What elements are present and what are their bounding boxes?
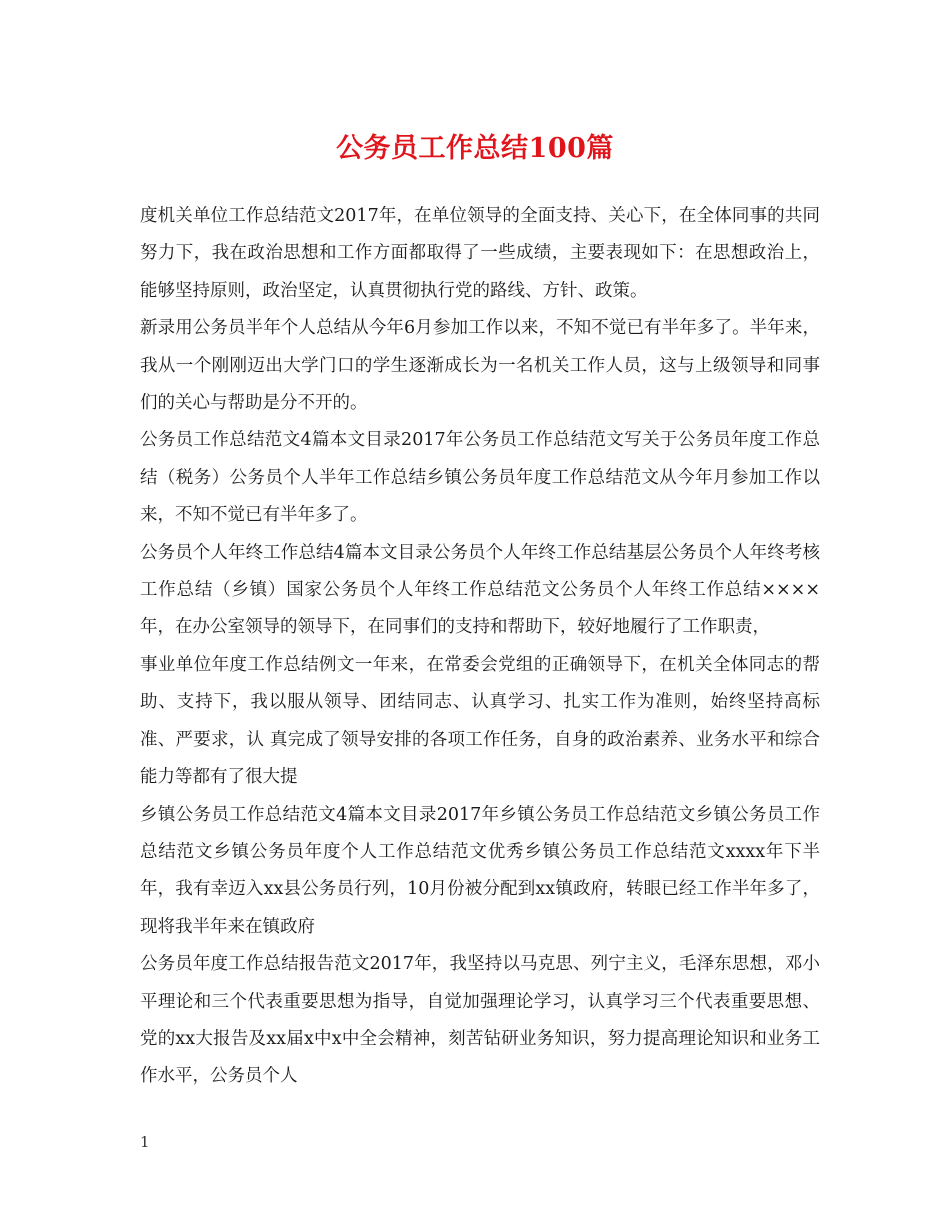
paragraph-1: 度机关单位工作总结范文2017年，在单位领导的全面支持、关心下，在全体同事的共同努力下，我在政治思想和工作方面都取得了一些成绩，主要表现如下：在思想政治上，能够坚持原则，政治坚定，认真贯彻执行党的路线、方针、政策。 (140, 206, 820, 301)
paragraph-6: 乡镇公务员工作总结范文4篇本文目录2017年乡镇公务员工作总结范文乡镇公务员工作总结范文乡镇公务员年度个人工作总结范文优秀乡镇公务员工作总结范文xxxx年下半年，我有幸迈入xx县公务员行列，10月份被分配到xx镇政府，转眼已经工作半年多了，现将我半年来在镇政府 (140, 804, 820, 937)
paragraph-4: 公务员个人年终工作总结4篇本文目录公务员个人年终工作总结基层公务员个人年终考核工作总结（乡镇）国家公务员个人年终工作总结范文公务员个人年终工作总结××××年，在办公室领导的领导下，在同事们的支持和帮助下，较好地履行了工作职责， (140, 542, 820, 638)
paragraph-7: 公务员年度工作总结报告范文2017年，我坚持以马克思、列宁主义，毛泽东思想，邓小平理论和三个代表重要思想为指导，自觉加强理论学习，认真学习三个代表重要思想、党的xx大报告及xx届x中x中全会精神，刻苦钻研业务知识，努力提高理论知识和业务工作水平，公务员个人 (140, 954, 820, 1087)
paragraph-3: 公务员工作总结范文4篇本文目录2017年公务员工作总结范文写关于公务员年度工作总结（税务）公务员个人半年工作总结乡镇公务员年度工作总结范文从今年月参加工作以来，不知不觉已有半年多了。 (140, 430, 820, 526)
paragraph-5: 事业单位年度工作总结例文一年来，在常委会党组的正确领导下，在机关全体同志的帮助、支持下，我以服从领导、团结同志、认真学习、扎实工作为准则，始终坚持高标准、严要求，认 真完成了领导安排的各项工作任务，自身的政治素养、业务水平和综合能力等都有了很大提 (140, 654, 820, 788)
document-body (140, 198, 820, 1096)
document-title: 公务员工作总结100篇 (336, 133, 614, 164)
paragraph-2: 新录用公务员半年个人总结从今年6月参加工作以来，不知不觉已有半年多了。半年来，我从一个刚刚迈出大学门口的学生逐渐成长为一名机关工作人员，这与上级领导和同事们的关心与帮助是分不开的。 (140, 318, 820, 414)
page-number: 1 (140, 1133, 150, 1151)
